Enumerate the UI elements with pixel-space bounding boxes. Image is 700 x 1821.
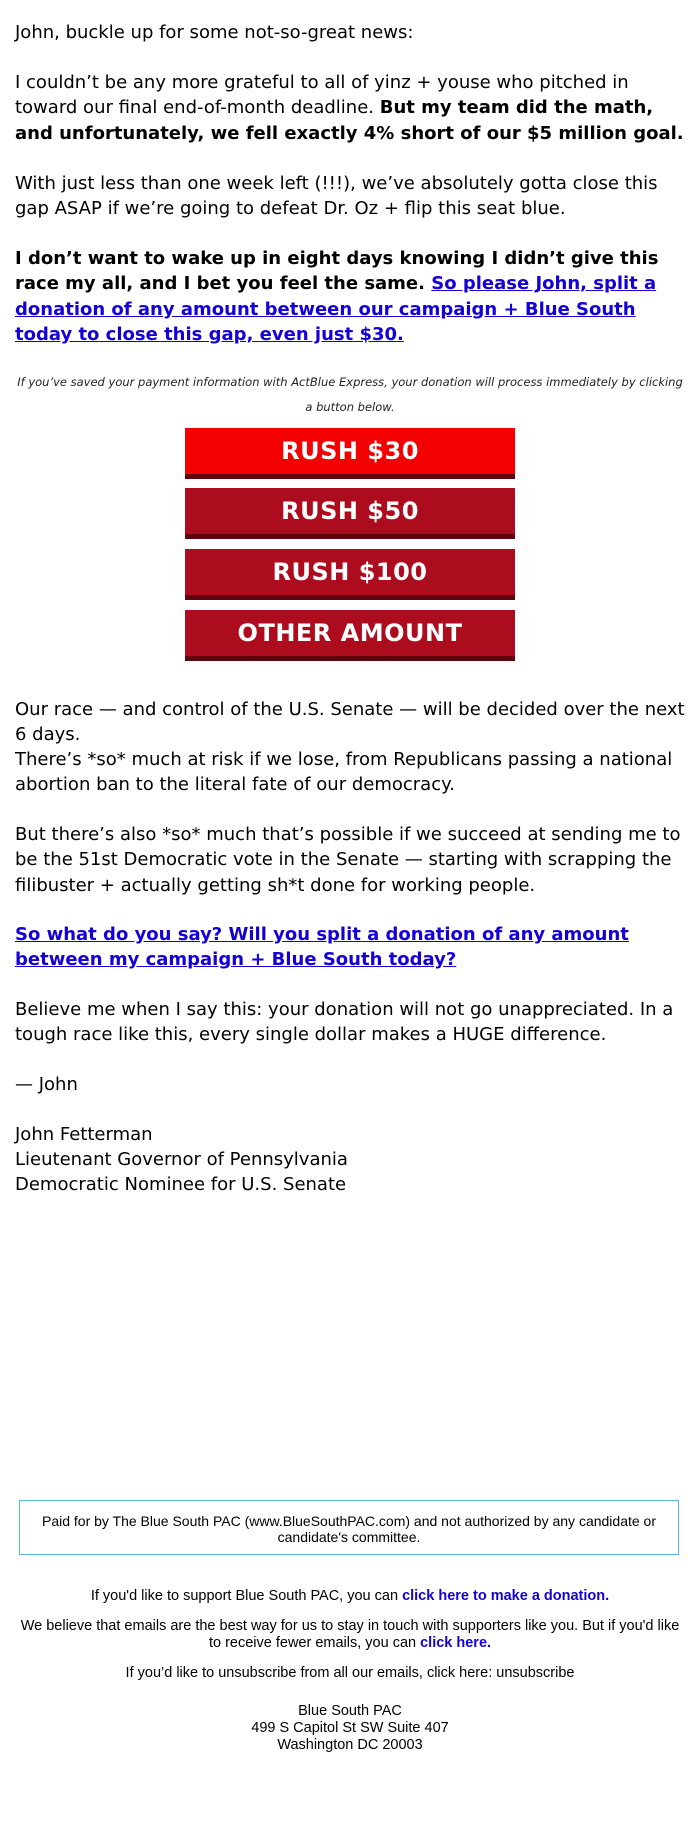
paragraph-ask-bold: I don’t want to wake up in eight days knowing I didn’t give this race my all, and I bet you feel the same. — [15, 248, 659, 295]
footer-support-text: If you'd like to support Blue South PAC, you can — [90, 1588, 403, 1604]
signature-title-1: Lieutenant Governor of Pennsylvania — [15, 1149, 348, 1170]
footer-unsubscribe-link[interactable]: unsubscribe — [496, 1665, 575, 1681]
split-donation-link[interactable]: So what do you say? Will you split a donation of any amount between my campaign + Blue South today? — [15, 924, 629, 971]
rush-100-button[interactable]: RUSH $100 — [185, 549, 515, 600]
paragraph-ask — [15, 246, 690, 347]
paragraph-grateful-bold: But my team did the math, and unfortunately, we fell exactly 4% short of our $5 million goal. — [15, 97, 684, 144]
footer-org-name: Blue South PAC — [298, 1703, 402, 1719]
other-amount-button[interactable]: OTHER AMOUNT — [185, 610, 515, 661]
rush-30-button[interactable]: RUSH $30 — [185, 428, 515, 479]
greeting: John, buckle up for some not-so-great news: — [15, 22, 414, 43]
footer-fewer-emails-link[interactable]: click here. — [420, 1635, 492, 1651]
footer-fewer-emails — [20, 1618, 680, 1652]
paragraph-believe: Believe me when I say this: your donation will not go unappreciated. In a tough race like this, every single dollar makes a HUGE difference. — [15, 999, 674, 1046]
paragraph-grateful — [15, 70, 690, 146]
paragraph-race: Our race — and control of the U.S. Senate — will be decided over the next 6 days. — [15, 699, 685, 746]
paragraph-possible: But there’s also *so* much that’s possible if we succeed at sending me to be the 51st Democratic vote in the Senate — starting with scrapping the filibuster + actually getting sh*t done for working people. — [15, 824, 681, 896]
paid-for-disclaimer: Paid for by The Blue South PAC (www.BlueSouthPAC.com) and not authorized by any candidate or candidate's committee. — [19, 1500, 679, 1555]
footer-address-2: Washington DC 20003 — [277, 1737, 423, 1753]
signature-name: John Fetterman — [15, 1124, 153, 1145]
footer-address-1: 499 S Capitol St SW Suite 407 — [251, 1720, 449, 1736]
signature-title-2: Democratic Nominee for U.S. Senate — [15, 1174, 347, 1195]
footer-fewer-text: We believe that emails are the best way for us to stay in touch with supporters like you. But if you'd like to receive fewer emails, you can — [20, 1618, 680, 1651]
footer-unsub-text: If you’d like to unsubscribe from all our emails, click here: — [125, 1665, 497, 1681]
donate-link-30[interactable]: So please John, split a donation of any amount between our campaign + Blue South today to close this gap, even just $30. — [15, 273, 657, 345]
paragraph-week-left: With just less than one week left (!!!), we’ve absolutely gotta close this gap ASAP if we’re going to defeat Dr. Oz + flip this seat blue. — [15, 173, 658, 220]
paragraph-what-say — [15, 922, 690, 973]
footer-support — [20, 1588, 680, 1605]
paragraph-risk: There’s *so* much at risk if we lose, from Republicans passing a national abortion ban to the literal fate of our democracy. — [15, 749, 673, 796]
rush-50-button[interactable]: RUSH $50 — [185, 488, 515, 539]
footer-unsubscribe — [20, 1665, 680, 1682]
paragraph-grateful-text: I couldn’t be any more grateful to all of yinz + youse who pitched in toward our final end-of-month deadline. — [15, 72, 629, 119]
signoff: — John — [15, 1074, 78, 1095]
actblue-express-note: If you’ve saved your payment information with ActBlue Express, your donation will process immediately by clicking a button below. — [17, 375, 683, 414]
footer-donate-link[interactable]: click here to make a donation. — [402, 1588, 610, 1604]
